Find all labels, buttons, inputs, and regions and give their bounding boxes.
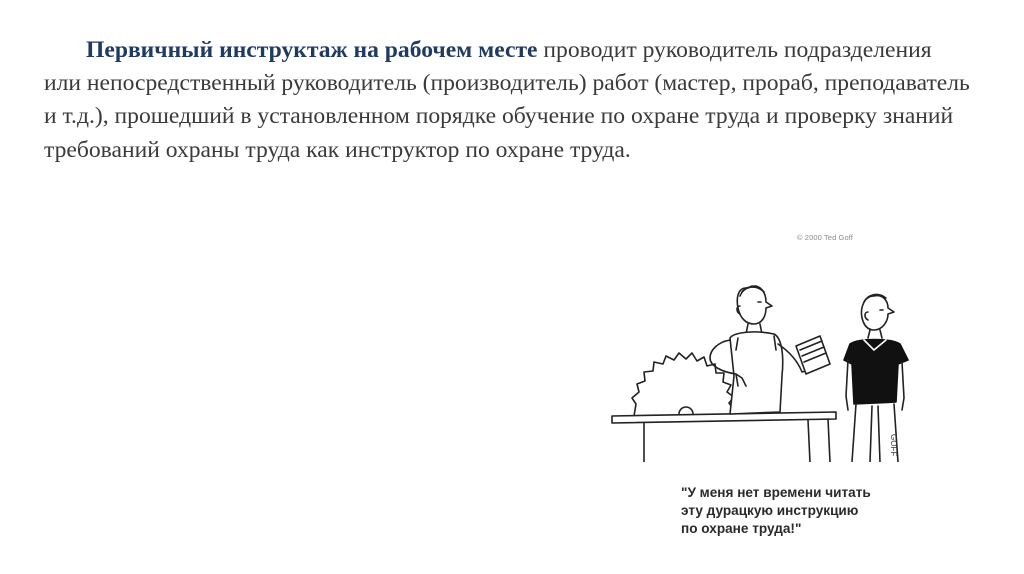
workbench-top <box>612 412 836 423</box>
workbench-leg <box>828 419 830 462</box>
caption-line: по охране труда!" <box>681 521 802 536</box>
caption-line: "У меня нет времени читать <box>681 485 871 500</box>
paragraph-lead: Первичный инструктаж на рабочем месте <box>86 37 538 63</box>
cartoon-signature: GOFF <box>889 434 898 457</box>
saw-blade <box>632 353 734 416</box>
caption-line: эту дурацкую инструкцию <box>681 503 859 518</box>
cartoon-copyright: © 2000 Ted Goff <box>797 233 853 242</box>
workbench-leg <box>808 420 810 462</box>
body-paragraph <box>44 34 974 167</box>
cartoon-illustration <box>606 226 922 462</box>
paragraph-rest: проводит руководитель подразделения или непосредственный руководитель (производитель) работ (мастер, прораб, преподаватель и т.д.), прошедший в установленном порядке обучение по охране труда и проверку знаний требований охраны труда как инструктор по охране труда. <box>44 37 970 163</box>
cartoon-caption <box>681 484 941 538</box>
